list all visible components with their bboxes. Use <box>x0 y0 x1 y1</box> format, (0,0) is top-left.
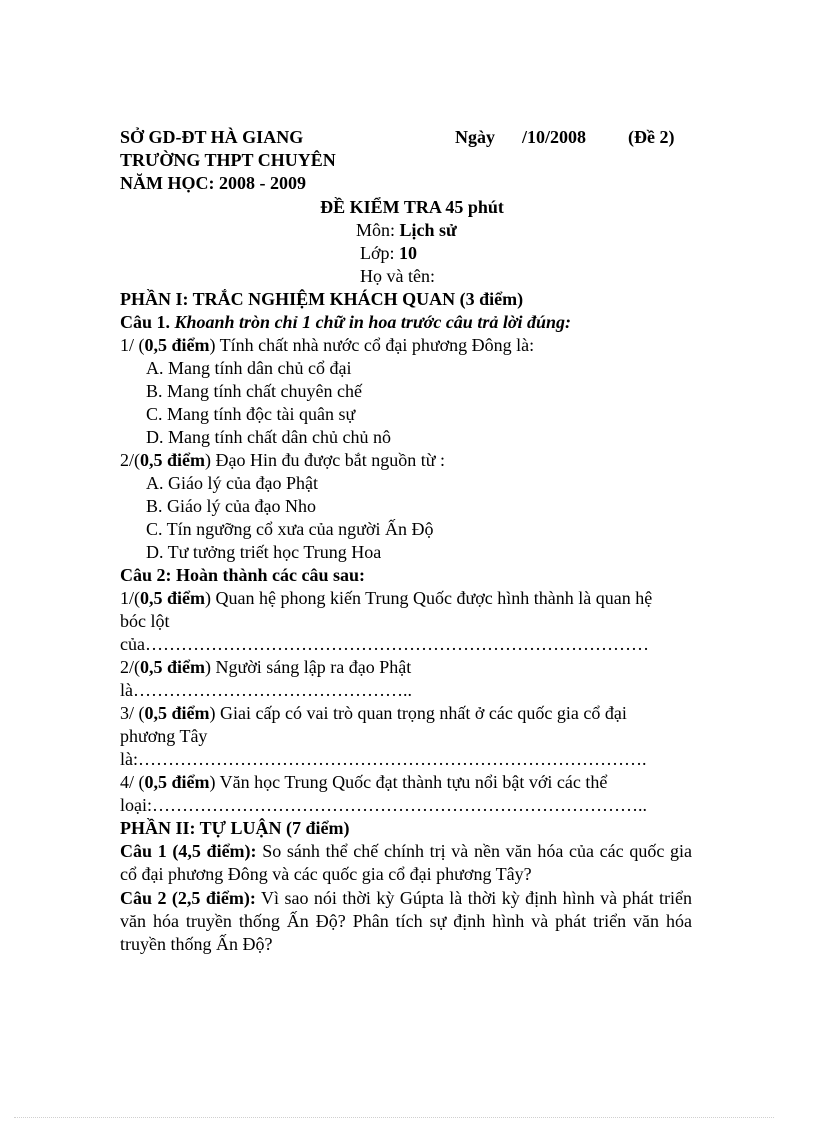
q2-4-text: ) Văn học Trung Quốc đạt thành tựu nổi bật với các thể <box>209 772 608 792</box>
q2-4-prefix: 4/ ( <box>120 772 145 792</box>
part1-heading: PHẦN I: TRẮC NGHIỆM KHÁCH QUAN (3 điểm) <box>120 289 524 309</box>
q2-4-fill-line[interactable]: loại:……………………………………………………………………….. <box>120 795 647 815</box>
subject-label: Môn: <box>356 220 400 240</box>
q1-label: Câu 1. <box>120 312 175 332</box>
exam-date: Ngày /10/2008 <box>455 127 587 147</box>
department-name: SỞ GD-ĐT HÀ GIANG <box>120 127 304 147</box>
q2-1-text: ) Quan hệ phong kiến Trung Quốc được hình thành là quan hệ bóc lột <box>120 588 653 631</box>
header-row-1 <box>120 126 700 149</box>
q1-heading <box>120 311 700 334</box>
school-name: TRƯỜNG THPT CHUYÊN <box>120 150 336 170</box>
q2-3-prefix: 3/ ( <box>120 703 145 723</box>
q1-1-prefix: 1/ ( <box>120 335 145 355</box>
q1-1-stem <box>120 334 700 357</box>
q2-heading: Câu 2: Hoàn thành các câu sau: <box>120 565 366 585</box>
q1-instruction: Khoanh tròn chỉ 1 chữ in hoa trước câu trả lời đúng: <box>174 312 571 332</box>
q1-1-option-d[interactable]: D. Mang tính chất dân chủ chủ nô <box>146 427 391 447</box>
subject-line <box>120 219 700 242</box>
q1-2-option-c[interactable]: C. Tín ngưỡng cổ xưa của người Ấn Độ <box>146 519 434 539</box>
q2-2-fill-line[interactable]: là……………………………………….. <box>120 680 412 700</box>
q1-2-points: 0,5 điểm <box>140 450 205 470</box>
class-label: Lớp: <box>360 243 400 263</box>
class-value: 10 <box>399 243 418 263</box>
q1-1-option-a[interactable]: A. Mang tính dân chủ cổ đại <box>146 358 352 378</box>
q1-1-option-b[interactable]: B. Mang tính chất chuyên chế <box>146 381 362 401</box>
essay-2-text: Vì sao nói thời kỳ Gúpta là thời kỳ định hình và phát triển văn hóa truyền thống Ấn Độ? Phân tích sự định hình và phát triển văn hóa truyền thống Ấn Độ? <box>120 888 692 954</box>
essay-1-label: Câu 1 (4,5 điểm): <box>120 841 257 861</box>
q1-2-stem <box>120 449 700 472</box>
q1-2-prefix: 2/( <box>120 450 140 470</box>
q2-item-3 <box>120 702 682 748</box>
q2-1-prefix: 1/( <box>120 588 140 608</box>
school-year: NĂM HỌC: 2008 - 2009 <box>120 173 306 193</box>
exam-page <box>120 126 700 956</box>
q1-1-option-c[interactable]: C. Mang tính độc tài quân sự <box>146 404 356 424</box>
q2-item-4 <box>120 771 700 794</box>
q2-3-fill-line[interactable]: là:…………………………………………………………………………. <box>120 749 647 769</box>
student-name-line: Họ và tên: <box>360 266 435 286</box>
q1-2-option-b[interactable]: B. Giáo lý của đạo Nho <box>146 496 316 516</box>
exam-code: (Đề 2) <box>628 127 675 147</box>
q2-item-1 <box>120 587 682 633</box>
part2-heading: PHẦN II: TỰ LUẬN (7 điểm) <box>120 818 350 838</box>
exam-title: ĐỀ KIỂM TRA 45 phút <box>320 197 504 217</box>
q1-2-option-a[interactable]: A. Giáo lý của đạo Phật <box>146 473 318 493</box>
essay-question-2 <box>120 887 692 956</box>
q2-2-points: 0,5 điểm <box>140 657 205 677</box>
q2-2-text: ) Người sáng lập ra đạo Phật <box>205 657 412 677</box>
q2-1-fill-line[interactable]: của………………………………………………………………………… <box>120 634 649 654</box>
q2-3-points: 0,5 điểm <box>144 703 210 723</box>
q2-3-text: ) Giai cấp có vai trò quan trọng nhất ở các quốc gia cổ đại phương Tây <box>120 703 627 746</box>
page-bottom-rule <box>14 1117 774 1118</box>
q2-item-2 <box>120 656 700 679</box>
q1-2-option-d[interactable]: D. Tư tưởng triết học Trung Hoa <box>146 542 382 562</box>
q2-1-points: 0,5 điểm <box>140 588 205 608</box>
q2-4-points: 0,5 điểm <box>144 772 210 792</box>
subject-value: Lịch sử <box>399 220 457 240</box>
q1-1-points: 0,5 điểm <box>144 335 210 355</box>
essay-1-text: So sánh thể chế chính trị và nền văn hóa của các quốc gia cổ đại phương Đông và các quốc gia cổ đại phương Tây? <box>120 841 692 884</box>
q1-2-text: ) Đạo Hin đu được bắt nguồn từ : <box>205 450 445 470</box>
class-line <box>120 242 700 265</box>
q2-2-prefix: 2/( <box>120 657 140 677</box>
essay-2-label: Câu 2 (2,5 điểm): <box>120 888 256 908</box>
q1-1-text: ) Tính chất nhà nước cổ đại phương Đông là: <box>209 335 535 355</box>
essay-question-1 <box>120 840 692 886</box>
